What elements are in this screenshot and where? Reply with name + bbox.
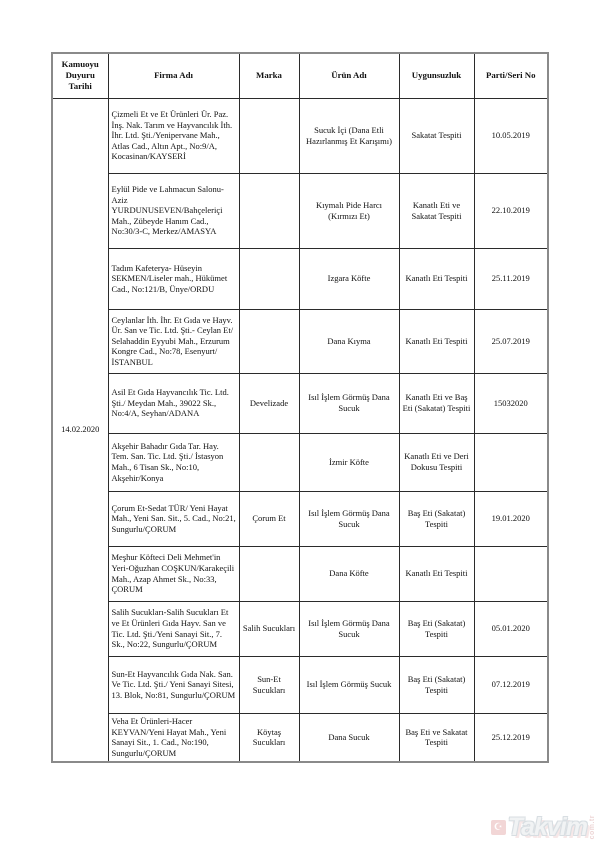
product-cell: Dana Sucuk: [299, 713, 399, 762]
table-row: [52, 309, 548, 373]
firm-name-cell: Akşehir Bahadır Gıda Tar. Hay. Tem. San. Tic. Ltd. Şti./ İstasyon Mah., 6 Tisan Sk., No:10, Akşehir/Konya: [108, 433, 239, 491]
firm-name-cell: Salih Sucukları-Salih Sucukları Et ve Et Ürünleri Gıda Hayv. San ve Tic. Ltd. Şti./Yeni Sanayi Sit., 7. Sk., No:22, Sungurlu/ÇORUM: [108, 601, 239, 656]
recall-announcement-table: [51, 52, 549, 763]
firm-name-cell: Veha Et Ürünleri-Hacer KEYVAN/Yeni Hayat Mah., Yeni Sanayi Sit., 1. Cad., No:190, Sungurlu/ÇORUM: [108, 713, 239, 762]
header-announcement-date: Kamuoyu Duyuru Tarihi: [52, 53, 108, 98]
header-product-name: Ürün Adı: [299, 53, 399, 98]
table-row: [52, 546, 548, 601]
watermark-brand-text: Takvim: [507, 813, 587, 841]
brand-cell: [239, 309, 299, 373]
brand-cell: [239, 173, 299, 248]
brand-cell: Çorum Et: [239, 491, 299, 546]
batch-cell: 07.12.2019: [474, 656, 548, 713]
product-cell: Isıl İşlem Görmüş Sucuk: [299, 656, 399, 713]
brand-cell: [239, 433, 299, 491]
brand-cell: Salih Sucukları: [239, 601, 299, 656]
table-row: [52, 713, 548, 762]
table-row: [52, 601, 548, 656]
firm-name-cell: Meşhur Köfteci Deli Mehmet'in Yeri-Oğuzhan COŞKUN/Karakeçili Mah., Azap Ahmet Sk., No:33, ÇORUM: [108, 546, 239, 601]
batch-cell: 25.07.2019: [474, 309, 548, 373]
table-row: [52, 98, 548, 173]
batch-cell: 25.12.2019: [474, 713, 548, 762]
firm-name-cell: Çorum Et-Sedat TÜR/ Yeni Hayat Mah., Yeni San. Sit., 5. Cad., No:21, Sungurlu/ÇORUM: [108, 491, 239, 546]
violation-cell: Kanatlı Eti Tespiti: [399, 248, 474, 309]
announcement-date-cell: 14.02.2020: [52, 98, 108, 762]
batch-cell: 19.01.2020: [474, 491, 548, 546]
product-cell: Kıymalı Pide Harcı (Kırmızı Et): [299, 173, 399, 248]
firm-name-cell: Sun-Et Hayvancılık Gıda Nak. San. Ve Tic. Ltd. Şti./ Yeni Sanayi Sitesi, 13. Blok, No:81, Sungurlu/ÇORUM: [108, 656, 239, 713]
product-cell: Izgara Köfte: [299, 248, 399, 309]
product-cell: Isıl İşlem Görmüş Dana Sucuk: [299, 373, 399, 433]
header-brand: Marka: [239, 53, 299, 98]
table-row: [52, 656, 548, 713]
product-cell: Sucuk İçi (Dana Etli Hazırlanmış Et Karışımı): [299, 98, 399, 173]
violation-cell: Kanatlı Eti Tespiti: [399, 309, 474, 373]
firm-name-cell: Eylül Pide ve Lahmacun Salonu-Aziz YURDUNUSEVEN/Bahçeleriçi Mah., Zübeyde Hanım Cad., No:30/3-C, Merkez/AMASYA: [108, 173, 239, 248]
product-cell: Isıl İşlem Görmüş Dana Sucuk: [299, 601, 399, 656]
product-cell: Dana Kıyma: [299, 309, 399, 373]
violation-cell: Baş Eti (Sakatat) Tespiti: [399, 491, 474, 546]
table-header-row: [52, 53, 548, 98]
table-row: [52, 173, 548, 248]
table-row: [52, 248, 548, 309]
violation-cell: Kanatlı Eti Tespiti: [399, 546, 474, 601]
violation-cell: Kanatlı Eti ve Baş Eti (Sakatat) Tespiti: [399, 373, 474, 433]
batch-cell: 25.11.2019: [474, 248, 548, 309]
product-cell: Dana Köfte: [299, 546, 399, 601]
violation-cell: Kanatlı Eti ve Sakatat Tespiti: [399, 173, 474, 248]
firm-name-cell: Çizmeli Et ve Et Ürünleri Ür. Paz. İnş. Nak. Tarım ve Hayvancılık İth. İhr. Ltd. Şti./Yenipervane Mah., Atlas Cad., Altın Apt., No:9/A, Kocasinan/KAYSERİ: [108, 98, 239, 173]
header-violation: Uygunsuzluk: [399, 53, 474, 98]
brand-cell: Develizade: [239, 373, 299, 433]
violation-cell: Baş Eti (Sakatat) Tespiti: [399, 656, 474, 713]
violation-cell: Baş Eti (Sakatat) Tespiti: [399, 601, 474, 656]
brand-cell: [239, 546, 299, 601]
header-batch-serial: Parti/Seri No: [474, 53, 548, 98]
brand-cell: Sun-Et Sucukları: [239, 656, 299, 713]
batch-cell: 10.05.2019: [474, 98, 548, 173]
table-row: [52, 373, 548, 433]
brand-cell: [239, 98, 299, 173]
table-row: [52, 491, 548, 546]
violation-cell: Sakatat Tespiti: [399, 98, 474, 173]
header-firm-name: Firma Adı: [108, 53, 239, 98]
brand-cell: Köytaş Sucukları: [239, 713, 299, 762]
violation-cell: Baş Eti ve Sakatat Tespiti: [399, 713, 474, 762]
batch-cell: 15032020: [474, 373, 548, 433]
firm-name-cell: Ceylanlar İth. İhr. Et Gıda ve Hayv. Ür. San ve Tic. Ltd. Şti.- Ceylan Et/ Selahaddin Eyyubi Mah., Erzurum Kongre Cad., No:78, Esenyurt/İSTANBUL: [108, 309, 239, 373]
turkish-flag-icon: ☪: [491, 820, 506, 835]
takvim-watermark: [491, 813, 596, 842]
product-cell: Isıl İşlem Görmüş Dana Sucuk: [299, 491, 399, 546]
watermark-domain-suffix: com.tr: [589, 815, 596, 840]
batch-cell: 05.01.2020: [474, 601, 548, 656]
batch-cell: 22.10.2019: [474, 173, 548, 248]
brand-cell: [239, 248, 299, 309]
table-row: [52, 433, 548, 491]
violation-cell: Kanatlı Eti ve Deri Dokusu Tespiti: [399, 433, 474, 491]
firm-name-cell: Asil Et Gıda Hayvancılık Tic. Ltd. Şti./ Meydan Mah., 39022 Sk., No:4/A, Seyhan/ADANA: [108, 373, 239, 433]
firm-name-cell: Tadım Kafeterya- Hüseyin SEKMEN/Liseler mah., Hükümet Cad., No:121/B, Ünye/ORDU: [108, 248, 239, 309]
batch-cell: [474, 546, 548, 601]
product-cell: İzmir Köfte: [299, 433, 399, 491]
batch-cell: [474, 433, 548, 491]
